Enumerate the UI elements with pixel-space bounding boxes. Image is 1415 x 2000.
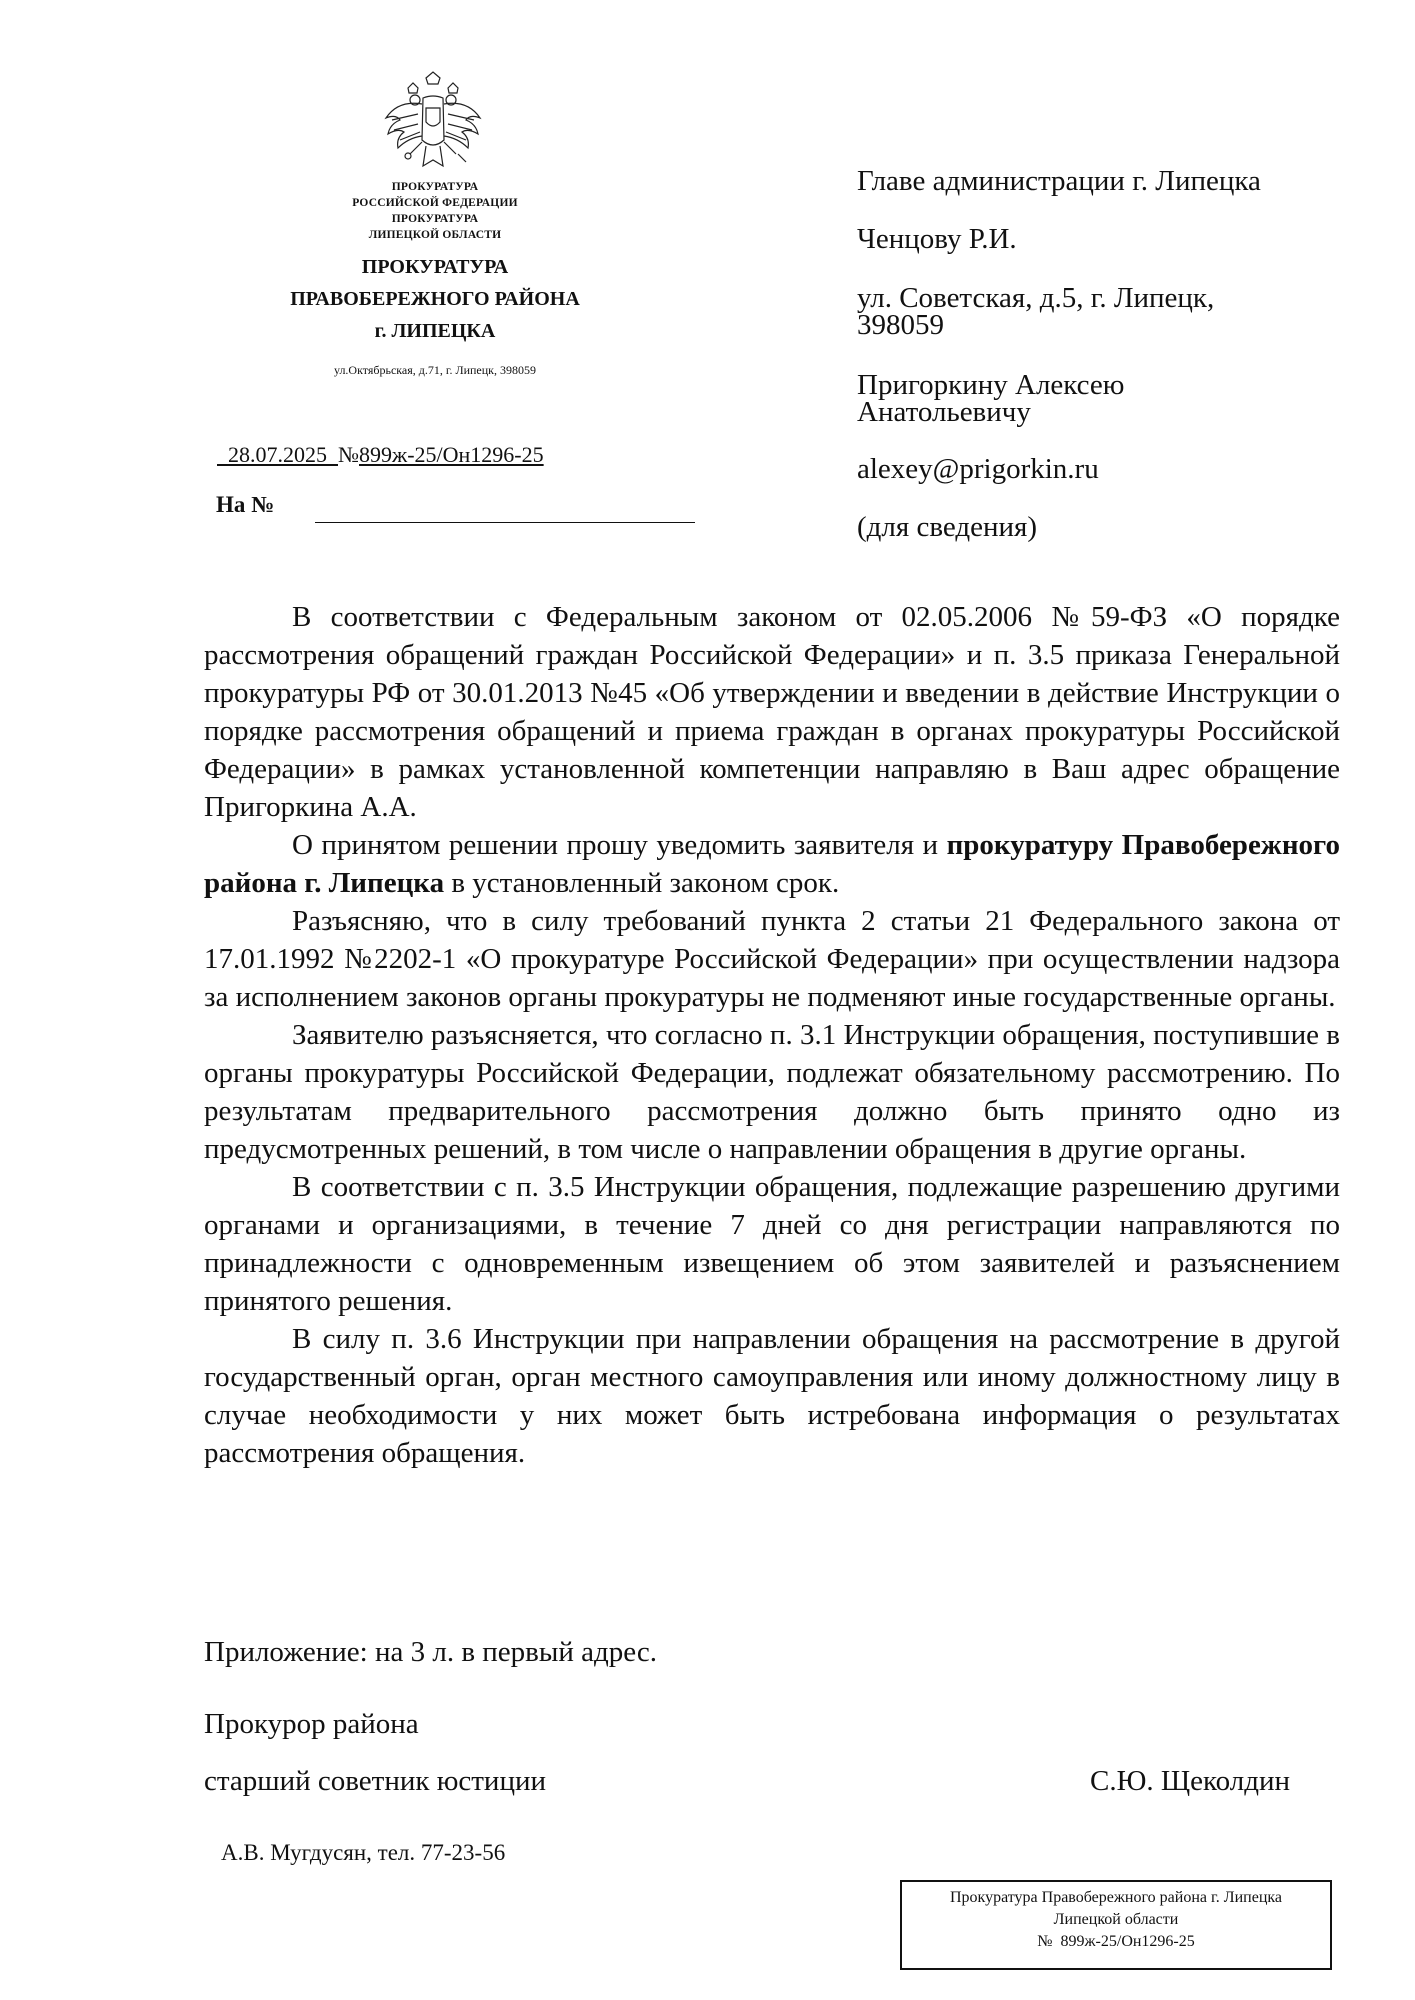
reference-number-label: На №: [216, 492, 275, 517]
paragraph-4: Заявителю разъясняется, что согласно п. 3.1 Инструкции обращения, поступившие в органы прокуратуры Российской Федерации, подлежат обязательному рассмотрению. По результатам предварительного рассмотрения должно быть принято одно из предусмотренных решений, в том числе о направлении обращения в другие органы.: [204, 1019, 1340, 1165]
paragraph-2: О принятом решении прошу уведомить заявителя и прокуратуру Правобережного района г. Липецка в установленный законом срок.: [204, 829, 1340, 899]
number-sign: №: [338, 442, 359, 467]
stamp-line-2: Липецкой области: [1053, 1911, 1179, 1928]
signer-rank: старший советник юстиции: [204, 1765, 546, 1797]
org-name-big-3: г. ЛИПЕЦКА: [374, 320, 496, 342]
recipient-line-3a: ул. Советская, д.5, г. Липецк,: [857, 282, 1215, 314]
recipient-line-3b: 398059: [857, 309, 944, 341]
attachment-note: Приложение: на 3 л. в первый адрес.: [204, 1636, 657, 1668]
paragraph-6: В силу п. 3.6 Инструкции при направлении обращения на рассмотрение в другой государственный орган, орган местного самоуправления или иному должностному лицу в случае необходимости у них может быть истребована информация о результатах рассмотрения обращения.: [204, 1323, 1340, 1469]
registration-line: [217, 442, 544, 468]
org-name-big-2: ПРАВОБЕРЕЖНОГО РАЙОНА: [290, 288, 580, 310]
paragraph-5: В соответствии с п. 3.5 Инструкции обращения, подлежащие разрешению другими органами и организациями, в течение 7 дней со дня регистрации направляются по принадлежности с одновременным извещением об этом заявителей и разъяснением принятого решения.: [204, 1171, 1340, 1317]
org-name-small-1: ПРОКУРАТУРА: [391, 181, 479, 193]
org-name-small-2: РОССИЙСКОЙ ФЕДЕРАЦИИ: [352, 197, 518, 209]
recipient-line-4a: Пригоркину Алексею: [857, 369, 1125, 401]
recipient-note: (для сведения): [857, 511, 1038, 543]
document-date: 28.07.2025: [228, 442, 327, 467]
paragraph-3: Разъясняю, что в силу требований пункта 2 статьи 21 Федерального закона от 17.01.1992 №2202-1 «О прокуратуре Российской Федерации» при осуществлении надзора за исполнением законов органы прокуратуры не подменяют иные государственные органы.: [204, 905, 1340, 1013]
recipient-line-1: Главе администрации г. Липецка: [857, 165, 1261, 197]
org-name-small-4: ЛИПЕЦКОЙ ОБЛАСТИ: [368, 229, 502, 241]
reference-number-blank: [315, 522, 695, 523]
recipient-email: alexey@prigorkin.ru: [857, 453, 1099, 485]
recipient-line-2: Ченцову Р.И.: [857, 223, 1017, 255]
coat-of-arms-icon: [378, 70, 488, 180]
stamp-line-1: Прокуратура Правобережного района г. Липецка: [949, 1889, 1283, 1906]
letter-body: [204, 598, 1340, 1472]
recipient-line-4b: Анатольевичу: [857, 396, 1031, 428]
stamp-line-3: № 899ж-25/Он1296-25: [1037, 1933, 1195, 1950]
executor-contact: А.В. Мугдусян, тел. 77-23-56: [221, 1840, 506, 1865]
paragraph-1: В соответствии с Федеральным законом от 02.05.2006 №59-ФЗ «О порядке рассмотрения обращений граждан Российской Федерации» и п. 3.5 приказа Генеральной прокуратуры РФ от 30.01.2013 №45 «Об утверждении и введении в действие Инструкции о порядке рассмотрения обращений и приема граждан в органах прокуратуры Российской Федерации» в рамках установленной компетенции направляю в Ваш адрес обращение Пригоркина А.А.: [204, 601, 1340, 823]
org-name-small-3: ПРОКУРАТУРА: [391, 213, 479, 225]
bold-prosecutor-name: прокуратуру Правобережного района г. Липецка: [204, 829, 1340, 899]
document-number: 899ж-25/Он1296-25: [359, 442, 544, 467]
org-address: ул.Октябрьская, д.71, г. Липецк, 398059: [333, 363, 537, 377]
org-name-big-1: ПРОКУРАТУРА: [361, 256, 509, 278]
registration-stamp: [900, 1880, 1332, 1970]
signer-name: С.Ю. Щеколдин: [1090, 1765, 1291, 1797]
signer-title: Прокурор района: [204, 1708, 419, 1740]
